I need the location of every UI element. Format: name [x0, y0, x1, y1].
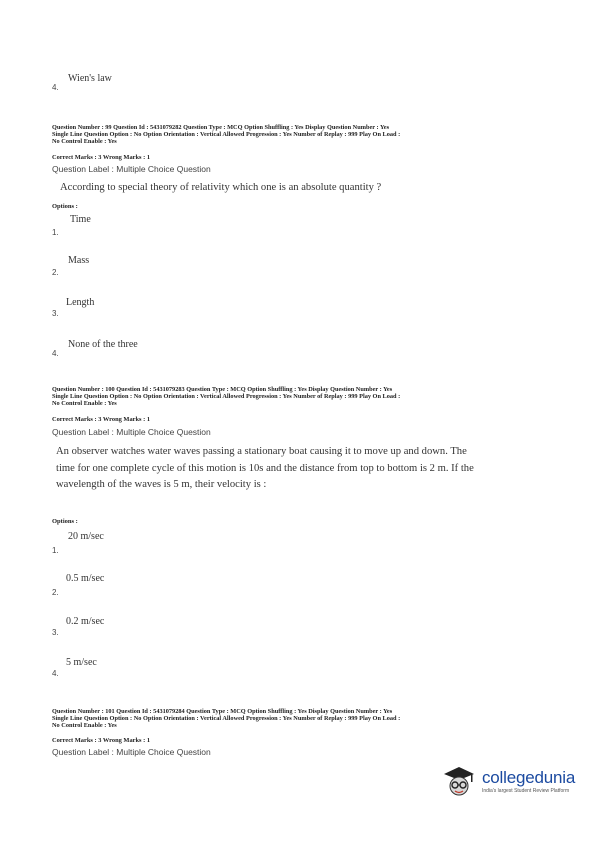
option-text: 0.2 m/sec — [66, 616, 105, 627]
option-text: None of the three — [68, 339, 138, 350]
graduate-mascot-icon — [440, 764, 478, 800]
question-label: Question Label : Multiple Choice Question — [52, 747, 211, 757]
question-marks: Correct Marks : 3 Wrong Marks : 1 — [52, 737, 151, 744]
prev-option-number: 4. — [52, 83, 59, 92]
question-label: Question Label : Multiple Choice Question — [52, 427, 211, 437]
options-header: Options : — [52, 203, 78, 210]
option-number: 1. — [52, 546, 59, 555]
option-text: Length — [66, 297, 95, 308]
question-meta: Question Number : 101 Question Id : 5431079284 Question Type : MCQ Option Shuffling : Yes Display Question Number : Yes Single Line Question Option : No Option Orientation : Vertical Allowed Progression : Yes Number of Replay : 999 Play On Load : No Control Enable : Yes — [52, 708, 401, 729]
prev-option-text: Wien's law — [68, 73, 112, 84]
question-stem: According to special theory of relativity which one is an absolute quantity ? — [60, 182, 382, 193]
option-text: 20 m/sec — [68, 531, 104, 542]
collegedunia-watermark — [440, 764, 580, 800]
options-header: Options : — [52, 518, 78, 525]
question-stem: An observer watches water waves passing a stationary boat causing it to move up and down. The time for one complete cycle of this motion is 10s and the distance from top to bottom is 2 m. If the wavelength of the waves is 5 m, their velocity is : — [56, 446, 474, 490]
option-text: 0.5 m/sec — [66, 573, 105, 584]
option-number: 3. — [52, 628, 59, 637]
question-meta: Question Number : 99 Question Id : 5431079282 Question Type : MCQ Option Shuffling : Yes Display Question Number : Yes Single Line Question Option : No Option Orientation : Vertical Allowed Progression : Yes Number of Replay : 999 Play On Load : No Control Enable : Yes — [52, 124, 401, 145]
question-label: Question Label : Multiple Choice Question — [52, 164, 211, 174]
logo-tagline: India's largest Student Review Platform — [482, 788, 570, 794]
question-marks: Correct Marks : 3 Wrong Marks : 1 — [52, 154, 151, 161]
option-text: Time — [70, 214, 91, 225]
option-number: 4. — [52, 349, 59, 358]
option-text: 5 m/sec — [66, 657, 97, 668]
question-meta: Question Number : 100 Question Id : 5431079283 Question Type : MCQ Option Shuffling : Yes Display Question Number : Yes Single Line Question Option : No Option Orientation : Vertical Allowed Progression : Yes Number of Replay : 999 Play On Load : No Control Enable : Yes — [52, 386, 401, 407]
option-text: Mass — [68, 255, 90, 266]
option-number: 3. — [52, 309, 59, 318]
logo-wordmark: collegedunia — [482, 768, 576, 787]
option-number: 2. — [52, 268, 59, 277]
option-number: 4. — [52, 669, 59, 678]
option-number: 1. — [52, 228, 59, 237]
option-number: 2. — [52, 588, 59, 597]
question-marks: Correct Marks : 3 Wrong Marks : 1 — [52, 416, 151, 423]
